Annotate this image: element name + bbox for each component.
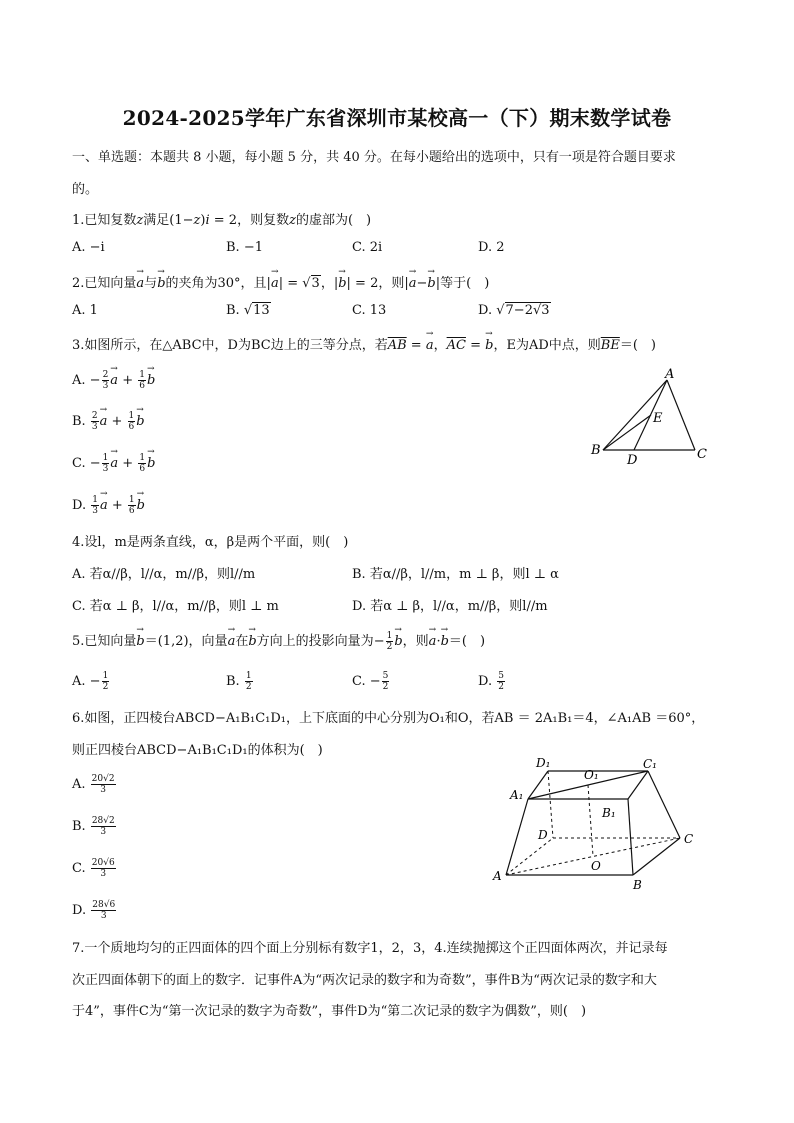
edge-b1b bbox=[628, 799, 633, 875]
section-heading-cont: 的。 bbox=[72, 182, 99, 197]
q3-option-d: D. $\frac{1}{3}$ → a + $\frac{1}{6}$ → b bbox=[72, 495, 145, 516]
question-3-stem: 3.如图所示，在△ABC中，D为BC边上的三等分点，若$\overline{AB}$ = → a，$\overline{AC}$ = → b，E为AD中点，则$\overline{BE}=$( ) bbox=[72, 334, 656, 353]
q4-option-b: B. 若α//β，l//m，m ⊥ β，则l ⊥ α bbox=[352, 567, 559, 582]
label-a: A bbox=[493, 869, 502, 883]
frustum-figure bbox=[488, 755, 703, 895]
label-b: B bbox=[591, 443, 601, 458]
section-heading: 一、单选题：本题共 8 小题，每小题 5 分，共 40 分。在每小题给出的选项中，只有一项是符合题目要求 bbox=[72, 150, 676, 165]
label-a1: A₁ bbox=[510, 788, 524, 802]
question-7-stem: 7.一个质地均匀的正四面体的四个面上分别标有数字1，2，3，4.连续抛掷这个正四面体两次，并记录每 bbox=[72, 941, 668, 956]
question-6-stem-cont: 则正四棱台ABCD−A₁B₁C₁D₁的体积为( ) bbox=[72, 743, 323, 758]
edge-ad bbox=[506, 838, 553, 875]
side-ac bbox=[667, 380, 695, 450]
q6-option-b: B. $\frac{28√2}{3}$ bbox=[72, 816, 115, 837]
label-e: E bbox=[653, 411, 663, 426]
q2-option-a: A. 1 bbox=[72, 303, 98, 318]
edge-d1d bbox=[548, 771, 553, 838]
label-o1: O₁ bbox=[584, 768, 599, 782]
label-a: A bbox=[665, 368, 675, 382]
question-6-stem: 6.如图，正四棱台ABCD−A₁B₁C₁D₁，上下底面的中心分别为O₁和O，若AB ＝ 2A₁B₁＝4，∠A₁AB ＝60°， bbox=[72, 711, 705, 726]
label-c: C bbox=[697, 447, 707, 462]
edge-c1c bbox=[648, 771, 680, 838]
segment-be bbox=[603, 415, 651, 450]
q1-option-d: D. 2 bbox=[478, 240, 505, 255]
label-b: B bbox=[633, 878, 642, 892]
label-c1: C₁ bbox=[643, 757, 657, 771]
q2-option-b: B. √13 bbox=[226, 303, 270, 318]
q4-option-a: A. 若α//β，l//α，m//β，则l//m bbox=[72, 567, 256, 582]
q2-option-d: D. √7−2√3 bbox=[478, 303, 550, 318]
axis-oo1 bbox=[588, 785, 593, 856]
q1-option-c: C. 2i bbox=[352, 240, 383, 255]
triangle-figure bbox=[585, 368, 715, 468]
label-d1: D₁ bbox=[536, 756, 551, 770]
q3-option-c: C. − $\frac{1}{3}$ → a + $\frac{1}{6}$ → b bbox=[72, 453, 155, 474]
q5-option-c: C. − $\frac{5}{2}$ bbox=[352, 671, 389, 692]
question-7-stem-cont: 次正四面体朝下的面上的数字．记事件A为“两次记录的数字和为奇数”，事件B为“两次记录的数字和大 bbox=[72, 973, 657, 988]
label-c: C bbox=[684, 832, 694, 846]
q4-option-c: C. 若α ⊥ β，l//α，m//β，则l ⊥ m bbox=[72, 599, 279, 614]
question-7-stem-cont2: 于4”，事件C为“第一次记录的数字为奇数”，事件D为“第二次记录的数字为偶数”，则( ) bbox=[72, 1004, 587, 1019]
edge-bc bbox=[633, 838, 680, 875]
q4-option-d: D. 若α ⊥ β，l//α，m//β，则l//m bbox=[352, 599, 548, 614]
q2-option-c: C. 13 bbox=[352, 303, 387, 318]
question-2-stem: 2.已知向量→ a与→ b的夹角为30°，且|→ a| = √3，|→ b| = 2，则|→ a−→ b|等于( ) bbox=[72, 272, 489, 291]
label-d: D bbox=[538, 828, 548, 842]
label-d: D bbox=[627, 453, 638, 468]
page-title: 2024-2025学年广东省深圳市某校高一（下）期末数学试卷 bbox=[122, 106, 672, 130]
q6-option-a: A. $\frac{20√2}{3}$ bbox=[72, 774, 115, 795]
q5-option-b: B. $\frac{1}{2}$ bbox=[226, 671, 252, 692]
q5-option-a: A. − $\frac{1}{2}$ bbox=[72, 671, 109, 692]
q3-option-b: B. $\frac{2}{3}$ → a + $\frac{1}{6}$ → b bbox=[72, 411, 145, 432]
label-o: O bbox=[591, 859, 601, 873]
label-b1: B₁ bbox=[602, 806, 616, 820]
q6-option-d: D. $\frac{28√6}{3}$ bbox=[72, 900, 116, 921]
q1-option-b: B. −1 bbox=[226, 240, 263, 255]
q6-option-c: C. $\frac{20√6}{3}$ bbox=[72, 858, 115, 879]
question-5-stem: 5.已知向量→ b＝(1,2)，向量→ a在→ b方向上的投影向量为− $\frac{1}{2}$ → b，则→ a·→ b＝( ) bbox=[72, 630, 485, 652]
edge-a1a bbox=[506, 799, 528, 875]
q1-option-a: A. −i bbox=[72, 240, 105, 255]
question-4-stem: 4.设l，m是两条直线，α，β是两个平面，则( ) bbox=[72, 535, 349, 550]
q5-option-d: D. $\frac{5}{2}$ bbox=[478, 671, 504, 692]
question-1-stem: 1.已知复数z满足(1−z)i = 2，则复数z的虚部为( ) bbox=[72, 213, 372, 228]
q3-option-a: A. − $\frac{2}{3}$ → a + $\frac{1}{6}$ → b bbox=[72, 370, 155, 391]
